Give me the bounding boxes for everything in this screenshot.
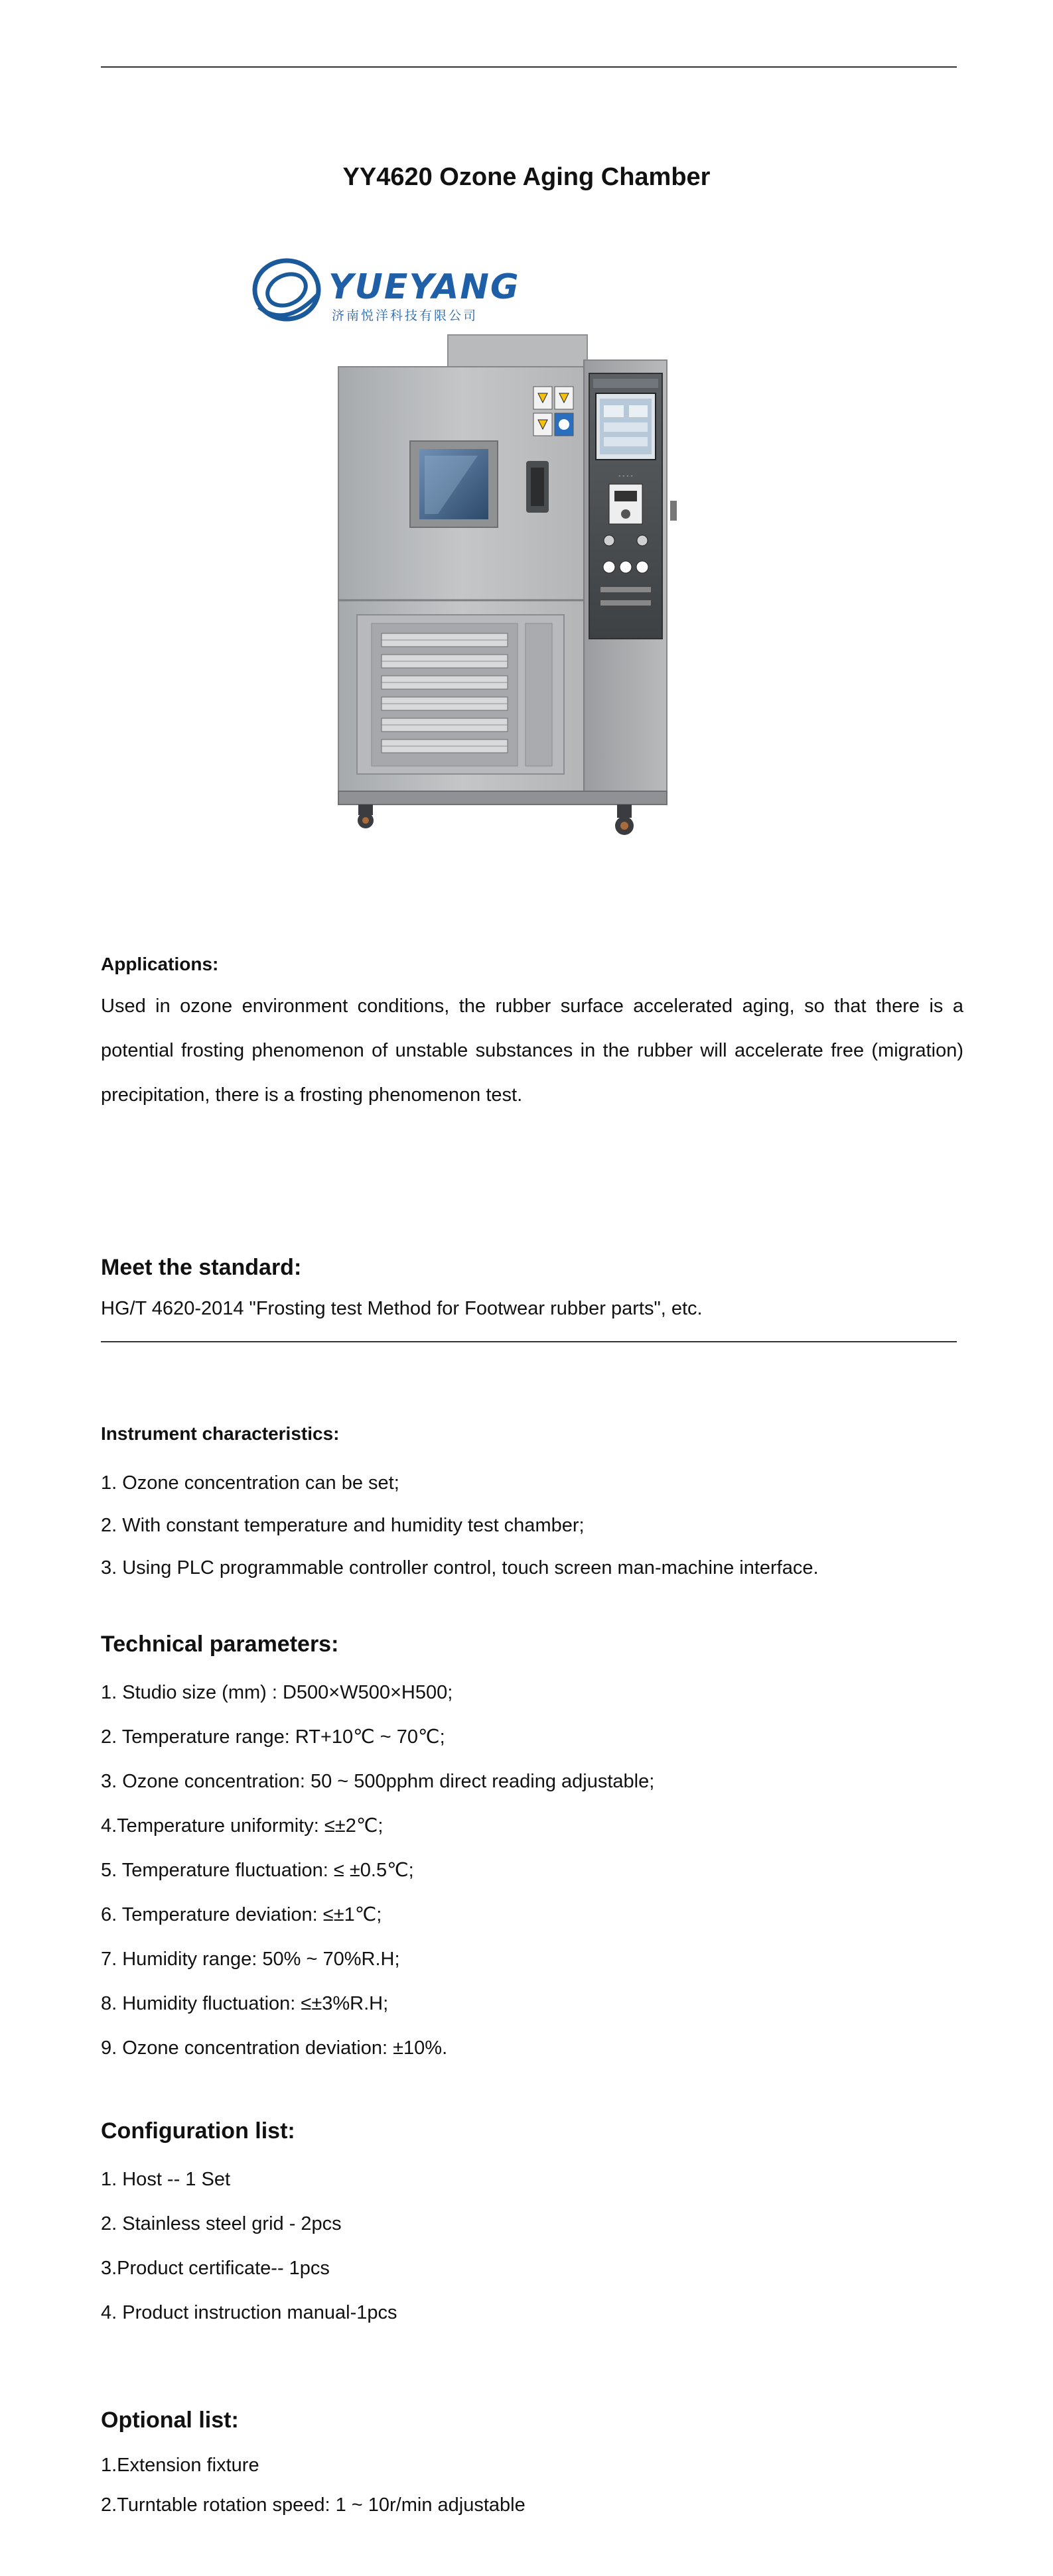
configuration-section [101, 2118, 963, 2335]
configuration-list [101, 2157, 963, 2335]
configuration-heading: Configuration list: [101, 2118, 295, 2144]
characteristics-heading: Instrument characteristics: [101, 1423, 340, 1444]
logo-subtitle: 济南悦洋科技有限公司 [332, 308, 478, 323]
product-image [246, 249, 697, 846]
technical-list [101, 1671, 963, 2071]
list-item: 4.Temperature uniformity: ≤±2℃; [101, 1815, 384, 1836]
list-item: 1. Studio size (mm) : D500×W500×H500; [101, 1682, 453, 1703]
technical-heading: Technical parameters: [101, 1632, 339, 1657]
list-item: 7. Humidity range: 50% ~ 70%R.H; [101, 1949, 400, 1970]
list-item: 4. Product instruction manual-1pcs [101, 2302, 397, 2323]
standard-text: HG/T 4620-2014 "Frosting test Method for Footwear rubber parts", etc. [101, 1298, 703, 1319]
list-item: 8. Humidity fluctuation: ≤±3%R.H; [101, 1993, 389, 2014]
applications-heading: Applications: [101, 954, 219, 974]
standard-heading: Meet the standard: [101, 1255, 302, 1280]
list-item: 2. With constant temperature and humidity test chamber; [101, 1515, 585, 1536]
top-divider [101, 66, 957, 68]
list-item: 6. Temperature deviation: ≤±1℃; [101, 1904, 382, 1925]
list-item: 9. Ozone concentration deviation: ±10%. [101, 2037, 448, 2059]
characteristics-section [101, 1423, 963, 1589]
list-item: 3. Using PLC programmable controller control, touch screen man-machine interface. [101, 1557, 819, 1578]
list-item: 2.Turntable rotation speed: 1 ~ 10r/min adjustable [101, 2494, 526, 2516]
list-item: 3. Ozone concentration: 50 ~ 500pphm direct reading adjustable; [101, 1771, 655, 1792]
applications-section [101, 954, 963, 1118]
list-item: 1. Host -- 1 Set [101, 2169, 231, 2190]
list-item: 2. Stainless steel grid - 2pcs [101, 2213, 342, 2234]
list-item: 5. Temperature fluctuation: ≤ ±0.5℃; [101, 1860, 414, 1881]
optional-heading: Optional list: [101, 2408, 239, 2433]
list-item: 2. Temperature range: RT+10℃ ~ 70℃; [101, 1726, 445, 1748]
list-item: 1.Extension fixture [101, 2455, 259, 2476]
optional-section [101, 2408, 963, 2525]
technical-section [101, 1632, 963, 2071]
list-item: 3.Product certificate-- 1pcs [101, 2258, 330, 2279]
applications-text: Used in ozone environment conditions, the rubber surface accelerated aging, so that there is a potential frosting phenomenon of unstable substances in the rubber will accelerate free (migration) precipitation, there is a frosting phenomenon test. [101, 996, 963, 1106]
standard-section [101, 1255, 963, 1320]
characteristics-list [101, 1462, 963, 1589]
page-title: YY4620 Ozone Aging Chamber [342, 163, 711, 191]
logo-brand: YUEYANG [328, 267, 520, 307]
svg-text:- - - -: - - - - [618, 473, 633, 480]
list-item: 1. Ozone concentration can be set; [101, 1472, 399, 1494]
yueyang-logo [255, 261, 520, 323]
optional-list [101, 2445, 963, 2525]
middle-divider [101, 1341, 957, 1342]
